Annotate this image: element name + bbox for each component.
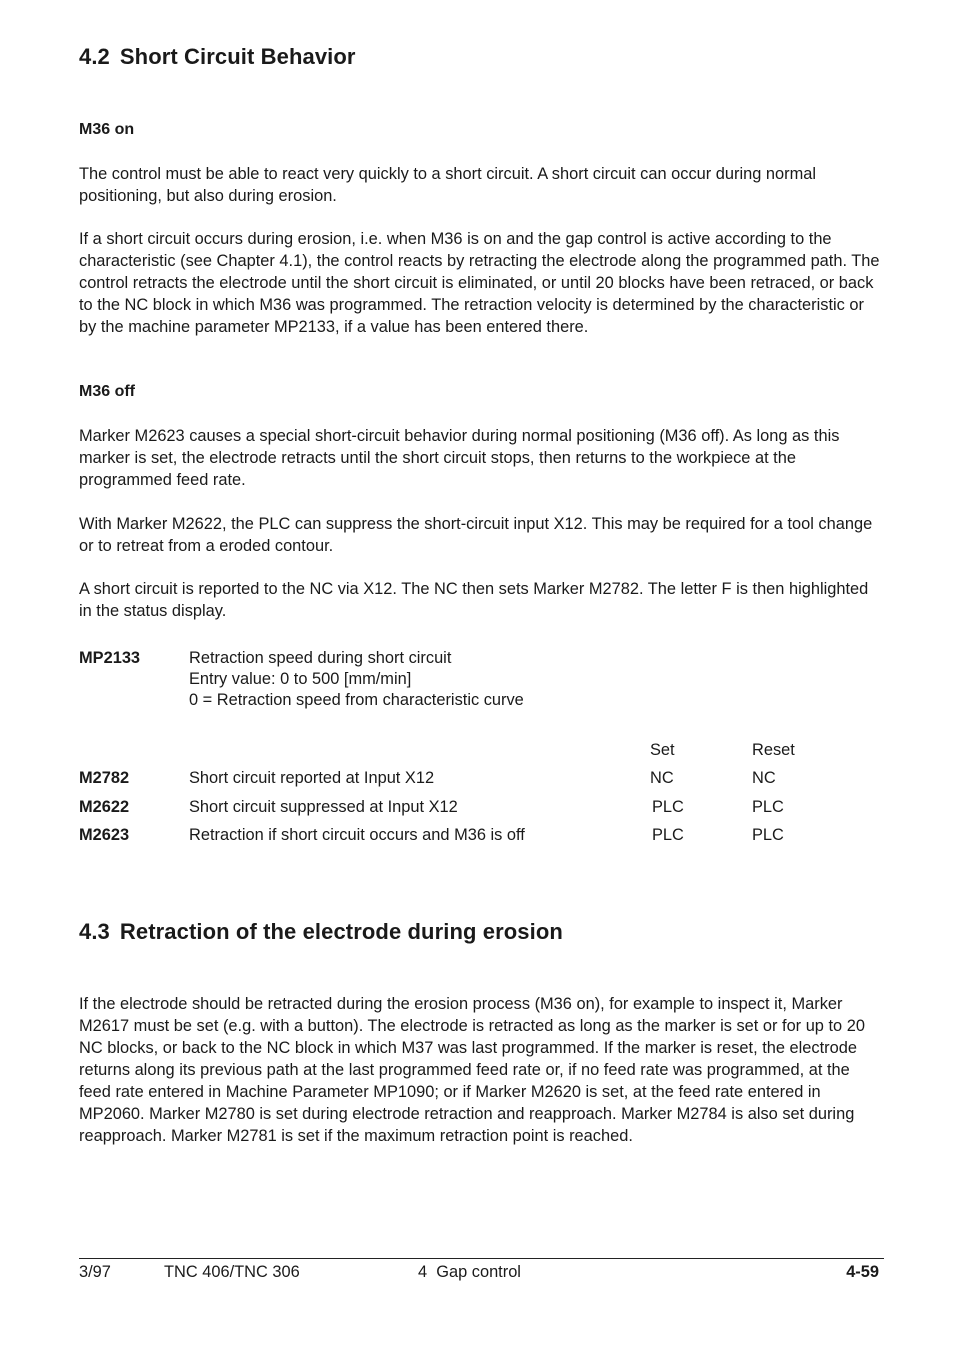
table-row-code: M2622 [79, 798, 130, 816]
paragraph: Marker M2623 causes a special short-circuit behavior during normal positioning (M36 off). As long as this marker is set, the electrode retracts until the short circuit stops, then returns to the workpiece at the programmed feed rate. [79, 427, 840, 489]
table-header-reset: Reset [752, 741, 795, 759]
table-row-code: M2782 [79, 769, 130, 787]
table-row-reset: NC [752, 769, 776, 787]
section-title: Retraction of the electrode during erosion [119, 919, 563, 944]
table-row-set: PLC [652, 798, 684, 816]
table-row-description: Retraction if short circuit occurs and M36 is off [189, 826, 525, 844]
page-number: 4-59 [846, 1263, 879, 1281]
section-heading-4-2 [79, 44, 356, 70]
footer-rule [79, 1258, 884, 1259]
table-row-reset: PLC [752, 798, 784, 816]
parameter-zero-note: 0 = Retraction speed from characteristic curve [189, 691, 524, 709]
table-row-code: M2623 [79, 826, 130, 844]
table-header-set: Set [650, 741, 675, 759]
paragraph: The control must be able to react very quickly to a short circuit. A short circuit can occur during normal positioning, but also during erosion. [79, 165, 816, 205]
subheading-m36-off: M36 off [79, 383, 135, 400]
paragraph: If a short circuit occurs during erosion, i.e. when M36 is on and the gap control is active according to the characteristic (see Chapter 4.1), the control reacts by retracting the electrode along the programmed path. The control retracts the electrode until the short circuit is eliminated, or until 20 blocks have been retraced, or back to the NC block in which M36 was programmed. The retraction velocity is determined by the characteristic or by the machine parameter MP2133, if a value has been entered there. [79, 230, 880, 336]
parameter-description: Retraction speed during short circuit [189, 649, 452, 667]
table-row-description: Short circuit reported at Input X12 [189, 769, 435, 787]
section-number: 4.2 [79, 44, 110, 69]
footer-product: TNC 406/TNC 306 [164, 1263, 300, 1281]
subheading-m36-on: M36 on [79, 121, 135, 138]
paragraph: A short circuit is reported to the NC via X12. The NC then sets Marker M2782. The letter F is then highlighted in the status display. [79, 580, 869, 620]
section-heading-4-3 [79, 919, 563, 945]
table-row-reset: PLC [752, 826, 784, 844]
parameter-entry-range: Entry value: 0 to 500 [mm/min] [189, 670, 412, 688]
footer-chapter: 4 Gap control [418, 1263, 521, 1281]
section-number: 4.3 [79, 919, 110, 944]
table-row-set: NC [650, 769, 674, 787]
paragraph: With Marker M2622, the PLC can suppress the short-circuit input X12. This may be required for a tool change or to retreat from a eroded contour. [79, 515, 873, 555]
paragraph: If the electrode should be retracted during the erosion process (M36 on), for example to inspect it, Marker M2617 must be set (e.g. with a button). The electrode is retracted as long as the marker is set or for up to 20 NC blocks, or back to the NC block in which M37 was last programmed. If the marker is reset, the electrode returns along its previous path at the last programmed feed rate or, if no feed rate was programmed, at the feed rate entered in Machine Parameter MP1090; or if Marker M2620 is set, at the feed rate entered in MP2060. Marker M2780 is set during electrode retraction and reapproach. Marker M2784 is also set during reapproach. Marker M2781 is set if the maximum retraction point is reached. [79, 995, 865, 1145]
parameter-code: MP2133 [79, 649, 141, 667]
footer-date: 3/97 [79, 1263, 111, 1281]
table-row-description: Short circuit suppressed at Input X12 [189, 798, 458, 816]
table-row-set: PLC [652, 826, 684, 844]
section-title: Short Circuit Behavior [119, 44, 356, 69]
